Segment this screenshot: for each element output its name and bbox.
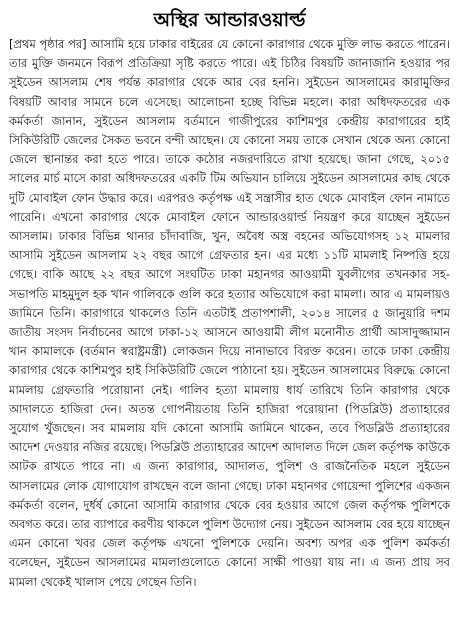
article-body-text: আসামি হয়ে ঢাকার বাইরের যে কোনো কারাগার থেকে মুক্তি লাভ করতে পারেন। তার মুক্তি জনমনে বিরূপ প্রতিক্রিয়া সৃষ্টি করতে পারে। এই চিঠির বিষয়টি জানাজানি হওয়ার পর সুইডেন আসলাম শেষ পর্যন্ত কারাগার থেকে আর বের হননি। সুইডেন আসলামের কারামুক্তির বিষয়টি আবার সামনে চলে এসেছে। আলোচনা হচ্ছে বিভিন্ন মহলে। কারা অধিদফতরের এক কর্মকর্তা জানান, সুইডেন আসলাম বর্তমানে গাজীপুরের কাশিমপুর কেন্দ্রীয় কারাগারের হাই সিকিউরিটি জেলের সৈকত ভবনে বন্দী আছেন। যে কোনো সময় তাকে সেখান থেকে অন্য কোনো জেলে স্থানান্তর করা হতে পারে। তাকে কঠোর নজরদারিতে রাখা হয়েছে। জানা গেছে, ২০১৫ সালের মার্চ মাসে কারা অধিদফতরের একটি টিম অভিযান চালিয়ে সুইডেন আসলামের কাছ থেকে দুটি মোবাইল ফোন উদ্ধার করে। এরপরও কর্তৃপক্ষ এই সন্ত্রাসীর হাত থেকে মোবাইল ফোন নামাতে পারেনি। এখনো কারাগার থেকে মোবাইল ফোনে আন্ডারওয়ার্ল্ড নিয়ন্ত্রণ করে যাচ্ছেন সুইডেন আসলাম। ঢাকার বিভিন্ন থানার চাঁদাবাজি, খুন, অবৈধ অস্ত্র বহনের অভিযোগসহ ১২ মামলার আসামি সুইডেন আসলাম ২২ বছর আগে গ্রেফতার হন। এর মধ্যে ১১টি মামলাই নিষ্পত্তি হয়ে গেছে। বাকি আছে ২২ বছর আগে সংঘটিত ঢাকা মহানগর আওয়ামী যুবলীগের তখনকার সহ-সভাপতি মাহমুদুল হক খান গালিবকে গুলি করে হত্যার অভিযোগে করা মামলা। আর এ মামলায়ও জামিনে তিনি। কারাগারে থাকলেও তিনি এতটাই প্রতাপশালী, ২০১৪ সালের ৫ জানুয়ারি দশম জাতীয় সংসদ নির্বাচনের আগে ঢাকা-১২ আসনে আওয়ামী লীগ মনোনীত প্রার্থী আসাদুজ্জামান খান কামালকে (বর্তমান স্বরাষ্ট্রমন্ত্রী) লোকজন দিয়ে নানাভাবে বিরক্ত করেন। তাকে ঢাকা কেন্দ্রীয় কারাগার থেকে কাশিমপুর হাই সিকিউরিটি জেলে পাঠানো হয়। সুইডেন আসলামের বিরুদ্ধে কোনো মামলায় গ্রেফতারি পরোয়ানা নেই। গালিব হত্যা মামলায় ধার্য তারিখে তিনি কারাগার থেকে আদালতে হাজিরা দেন। অতন্ত গোপনীয়তায় তিনি হাজিরা পরোয়ানা (পিডব্লিউ) প্রত্যাহারের সুযোগ খুঁজছেন। সব মামলায় যদি কোনো আসামি জামিনে থাকেন, তবে পিডব্লিউ প্রত্যাহারের আদেশ দেওয়ার নজির রয়েছে। পিডব্লিউ প্রত্যাহারের আদেশ আদালত দিলে জেল কর্তৃপক্ষ কাউকে আটক রাখতে পারে না। এ জন্য কারাগার, আদালত, পুলিশ ও রাজনৈতিক মহলে সুইডেন আসলামের লোক যোগাযোগ রাখছেন বলে জানা গেছে। ঢাকা মহানগর গোয়েন্দা পুলিশের একজন কর্মকর্তা বলেন, দুর্ধর্ষ কোনো আসামি কারাগার থেকে বের হওয়ার আগে জেল কর্তৃপক্ষ পুলিশকে অবগত করে। তার ব্যাপারে করণীয় থাকলে পুলিশ উদ্যোগ নেয়। সুইডেন আসলাম বের হয়ে যাচ্ছেন এমন কোনো খবর জেল কর্তৃপক্ষ এখনো পুলিশকে দেয়নি। অবশ্য অপর এক পুলিশ কর্মকর্তা বলেছেন, সুইডেন আসলামের মামলাগুলোতে কোনো সাক্ষী পাওয়া যায় না। এ জন্য প্রায় সব মামলা থেকেই খালাস পেয়ে গেছেন তিনি।	[9, 37, 450, 589]
article-headline: অস্থির আন্ডারওয়ার্ল্ড	[153, 9, 306, 31]
article-body	[9, 35, 450, 619]
continued-from-front-page-tag: [প্রথম পৃষ্ঠার পর]	[9, 37, 91, 51]
